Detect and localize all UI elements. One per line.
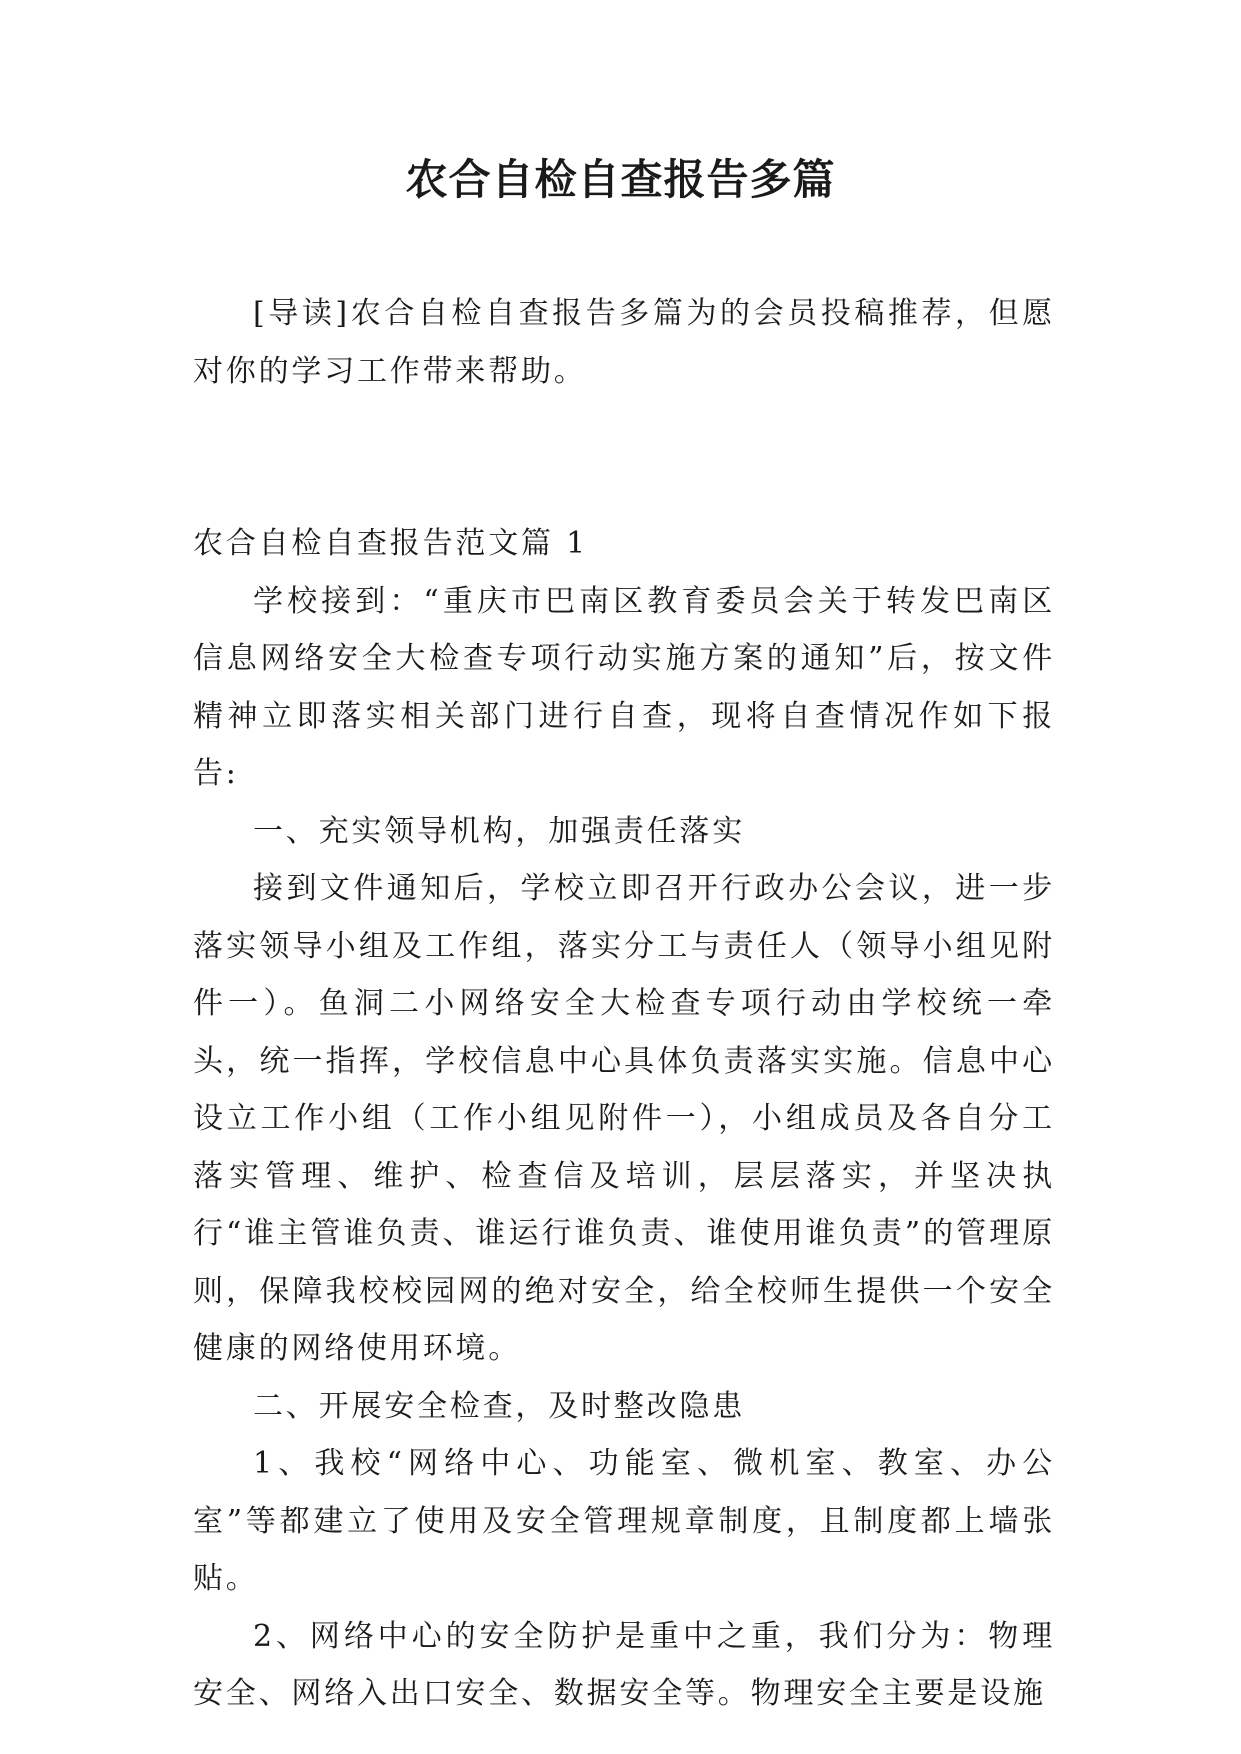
body-paragraph: 学校接到：“重庆市巴南区教育委员会关于转发巴南区信息网络安全大检查专项行动实施方案的通知”后，按文件精神立即落实相关部门进行自查，现将自查情况作如下报告: (193, 583, 1055, 791)
document-title: 农合自检自查报告多篇 (405, 155, 836, 204)
intro-paragraph: [导读]农合自检自查报告多篇为的会员投稿推荐，但愿对你的学习工作带来帮助。 (193, 296, 1055, 389)
body-paragraph: 接到文件通知后，学校立即召开行政办公会议，进一步落实领导小组及工作组，落实分工与责任人（领导小组见附件一）。鱼洞二小网络安全大检查专项行动由学校统一牵头，统一指挥，学校信息中心具体负责落实实施。信息中心设立工作小组（工作小组见附件一），小组成员及各自分工落实管理、维护、检查信及培训，层层落实，并坚决执行“谁主管谁负责、谁运行谁负责、谁使用谁负责”的管理原则，保障我校校园网的绝对安全，给全校师生提供一个安全健康的网络使用环境。 (193, 871, 1055, 1366)
body-paragraph: 2、网络中心的安全防护是重中之重，我们分为：物理安全、网络入出口安全、数据安全等。物理安全主要是设施 (193, 1618, 1055, 1711)
section-heading: 二、开展安全检查，及时整改隐患 (253, 1388, 745, 1424)
body-paragraph: 1、我校“网络中心、功能室、微机室、教室、办公室”等都建立了使用及安全管理规章制度，且制度都上墙张贴。 (193, 1446, 1055, 1596)
section-heading: 一、充实领导机构，加强责任落实 (253, 813, 745, 849)
section-title: 农合自检自查报告范文篇 1 (193, 526, 589, 561)
document-body (193, 285, 1055, 1723)
section-spacer (193, 400, 1055, 515)
